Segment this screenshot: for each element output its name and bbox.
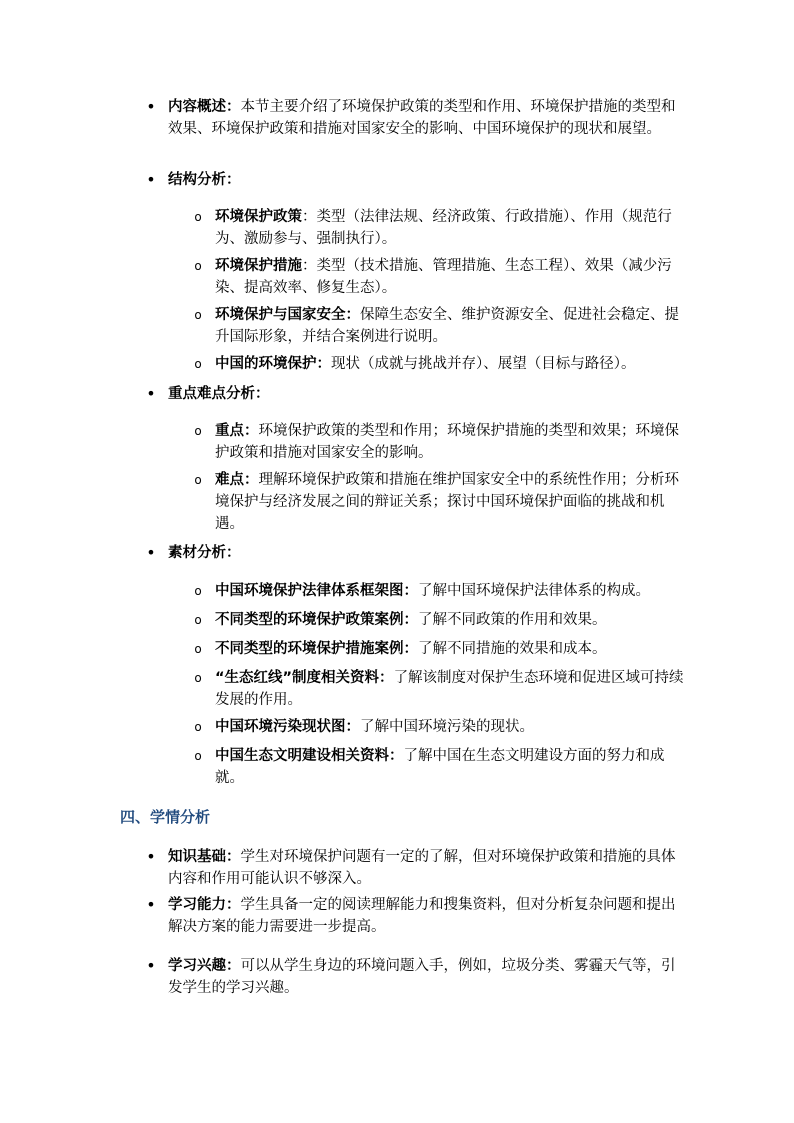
item-label: 结构分析： [168,172,241,188]
materials-subitem [194,745,685,789]
item-label: 环境保护与国家安全： [215,307,360,323]
item-text: 学生对环境保护问题有一定的了解，但对环境保护政策和措施的具体内容和作用可能认识不够深入。 [168,849,676,887]
key-points-heading [146,383,688,405]
bullet: • [146,895,156,914]
item-text: 现状（成就与挑战并存）、展望（目标与路径）。 [331,356,636,372]
bullet: • [146,384,156,403]
bullet: • [146,97,156,116]
learner-item [146,846,688,890]
item-text: 了解不同政策的作用和效果。 [418,612,607,628]
item-text: 了解中国在生态文明建设方面的努力和成就。 [215,748,665,786]
learner-item [146,894,688,938]
item-text: 了解该制度对保护生态环境和促进区域可持续发展的作用。 [215,670,684,708]
learner-item [146,955,688,999]
bullet: • [146,543,156,562]
item-label: 中国环境保护法律体系框架图： [215,583,418,599]
structure-analysis-heading [146,169,688,191]
structure-subitem [194,353,685,375]
section-heading: 四、学情分析 [120,808,211,826]
item-text: 学生具备一定的阅读理解能力和搜集资料，但对分析复杂问题和提出解决方案的能力需要进一步提高。 [168,897,676,935]
item-text: 了解不同措施的效果和成本。 [418,641,607,657]
item-label: 环境保护措施 [215,258,302,274]
item-label: 素材分析： [168,545,241,561]
item-label: 不同类型的环境保护措施案例： [215,641,418,657]
bullet: • [146,847,156,866]
item-text: 本节主要介绍了环境保护政策的类型和作用、环境保护措施的类型和效果、环境保护政策和措施对国家安全的影响、中国环境保护的现状和展望。 [168,99,676,137]
item-label: “生态红线”制度相关资料： [215,670,394,686]
content-overview-item [146,96,688,140]
item-label: 重点： [215,423,259,439]
materials-heading [146,542,688,564]
item-text: 了解中国环境保护法律体系的构成。 [418,583,650,599]
sub-bullet: o [194,308,202,322]
item-label: 中国的环境保护： [215,356,331,372]
item-label: 中国生态文明建设相关资料： [215,748,404,764]
materials-subitem [194,580,685,602]
item-label: 环境保护政策 [215,209,302,225]
item-text: 可以从学生身边的环境问题入手，例如，垃圾分类、雾霾天气等，引发学生的学习兴趣。 [168,958,676,996]
item-text: ：类型（技术措施、管理措施、生态工程）、效果（减少污染、提高效率、修复生态）。 [215,258,672,296]
key-points-subitem [194,420,685,464]
item-label: 内容概述： [168,99,241,115]
item-text: 环境保护政策的类型和作用；环境保护措施的类型和效果；环境保护政策和措施对国家安全的影响。 [215,423,679,461]
item-label: 重点难点分析： [168,386,270,402]
materials-subitem [194,609,685,631]
item-text: ：类型（法律法规、经济政策、行政措施）、作用（规范行为、激励参与、强制执行）。 [215,209,672,247]
bullet: • [146,170,156,189]
item-label: 不同类型的环境保护政策案例： [215,612,418,628]
key-points-subitem [194,469,685,535]
sub-bullet: o [194,749,202,763]
sub-bullet: o [194,613,202,627]
sub-bullet: o [194,424,202,438]
structure-subitem [194,304,685,348]
sub-bullet: o [194,671,202,685]
item-text: 保障生态安全、维护资源安全、促进社会稳定、提升国际形象，并结合案例进行说明。 [215,307,679,345]
item-label: 难点： [215,472,259,488]
item-text: 了解中国环境污染的现状。 [360,719,534,735]
sub-bullet: o [194,259,202,273]
materials-subitem [194,716,685,738]
sub-bullet: o [194,473,202,487]
item-label: 中国环境污染现状图： [215,719,360,735]
sub-bullet: o [194,210,202,224]
sub-bullet: o [194,584,202,598]
item-text: 理解环境保护政策和措施在维护国家安全中的系统性作用；分析环境保护与经济发展之间的辩证关系；探讨中国环境保护面临的挑战和机遇。 [215,472,679,532]
item-label: 学习兴趣： [168,958,241,974]
bullet: • [146,956,156,975]
item-label: 知识基础： [168,849,241,865]
structure-subitem [194,206,685,250]
structure-subitem [194,255,685,299]
sub-bullet: o [194,642,202,656]
materials-subitem [194,667,685,711]
materials-subitem [194,638,685,660]
item-label: 学习能力： [168,897,241,913]
sub-bullet: o [194,720,202,734]
sub-bullet: o [194,357,202,371]
